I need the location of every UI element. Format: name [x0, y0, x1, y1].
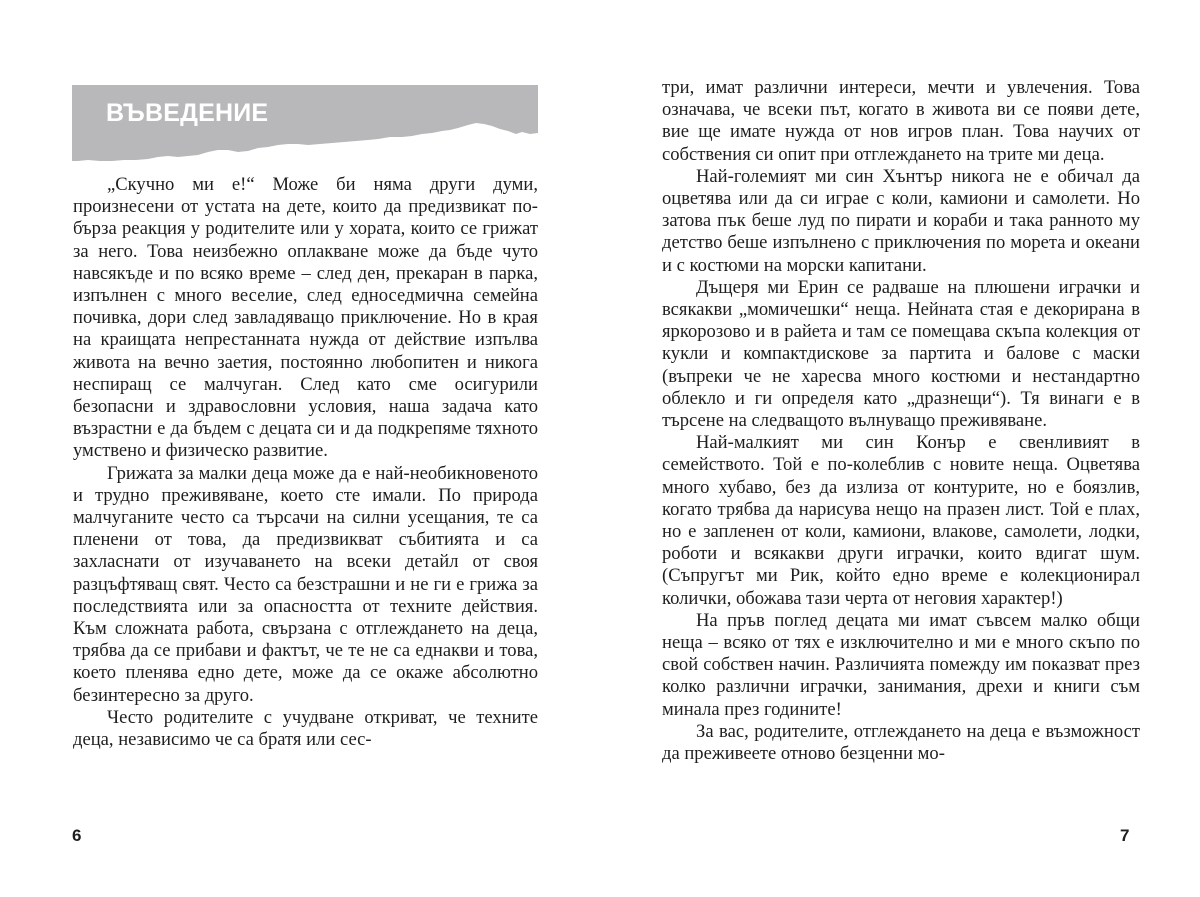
paragraph: За вас, родителите, отглеждането на деца е възможност да преживеете отново безценни мо- [662, 720, 1140, 765]
paragraph: Най-малкият ми син Конър е свенливият в семейството. Той е по-колеблив с новите неща. Оцветява много хубаво, без да излиза от контурите, но е боязлив, когато трябва да нарисува нещо на празен лист. Той е плах, но е запленен от коли, камиони, влакове, самолети, лодки, роботи и всякакви други играчки, които вдигат шум. (Съпругът ми Рик, който едно време е колекционирал колички, обожава тази черта от неговия характер!) [662, 432, 1140, 609]
left-page-body [73, 174, 538, 751]
right-page [600, 0, 1200, 897]
paragraph: Грижата за малки деца може да е най-необикновеното и трудно преживяване, което сте имали. По природа малчуганите често са търсачи на силни усещания, те са пленени от това, да предизвикват събитията и са захласнати от изучаването на всеки детайл от своя разцъфтяващ свят. Често са безстрашни и не ги е грижа за последствията или за опасността от техните действия. Към сложната работа, свързана с отглеждането на деца, трябва да се прибави и фактът, че те не са еднакви и това, което пленява едно дете, може да се окаже абсолютно безинтересно за друго. [73, 462, 538, 706]
chapter-title: ВЪВЕДЕНИЕ [106, 99, 269, 127]
page-number: 6 [72, 826, 82, 845]
paragraph: На пръв поглед децата ми имат съвсем малко общи неща – всяко от тях е изключително и ми е много скъпо по свой собствен начин. Различията помежду им показват през колко различни играчки, занимания, дрехи и книги съм минала през годините! [662, 609, 1140, 720]
right-page-body [662, 77, 1140, 765]
chapter-banner [72, 85, 538, 163]
paragraph: Най-големият ми син Хънтър никога не е обичал да оцветява или да си играе с коли, камиони и самолети. Но затова пък беше луд по пирати и кораби и така ранното му детство беше изпълнено с приключения по морета и океани и с костюми на морски капитани. [662, 165, 1140, 276]
page-number: 7 [1120, 826, 1130, 845]
paragraph: „Скучно ми е!“ Може би няма други думи, произнесени от устата на дете, които да предизвикат по-бърза реакция у родителите или у хората, които се грижат за него. Това неизбежно оплакване може да бъде чуто навсякъде и по всяко време – след ден, прекаран в парка, изпълнен с много веселие, след едноседмична семейна почивка, дори след завладяващо приключение. Но в края на краищата непрестанната нужда от действие изпълва живота на вечно заетия, постоянно любопитен и никога неспиращ се малчуган. След като сме осигурили безопасни и здравословни условия, наша задача като възрастни е да бъдем с децата си и да подкрепяме тяхното умствено и физическо развитие. [73, 174, 538, 462]
paragraph-continuation: три, имат различни интереси, мечти и увлечения. Това означава, че всеки път, когато в живота ви се появи дете, вие ще имате нужда от нов игров план. Това научих от собствения си опит при отглеждането на трите ми деца. [662, 77, 1140, 165]
paragraph: Често родителите с учудване откриват, че техните деца, независимо че са братя или сес- [73, 706, 538, 751]
paragraph: Дъщеря ми Ерин се радваше на плюшени играчки и всякакви „момичешки“ неща. Нейната стая е декорирана в яркорозово и в райета и там се помещава скъпа колекция от кукли и компактдискове за партита и балове с маски (въпреки че не харесва много костюми и нестандартно облекло и ги определя като „дразнещи“). Тя винаги е в търсене на следващото вълнуващо преживяване. [662, 276, 1140, 432]
